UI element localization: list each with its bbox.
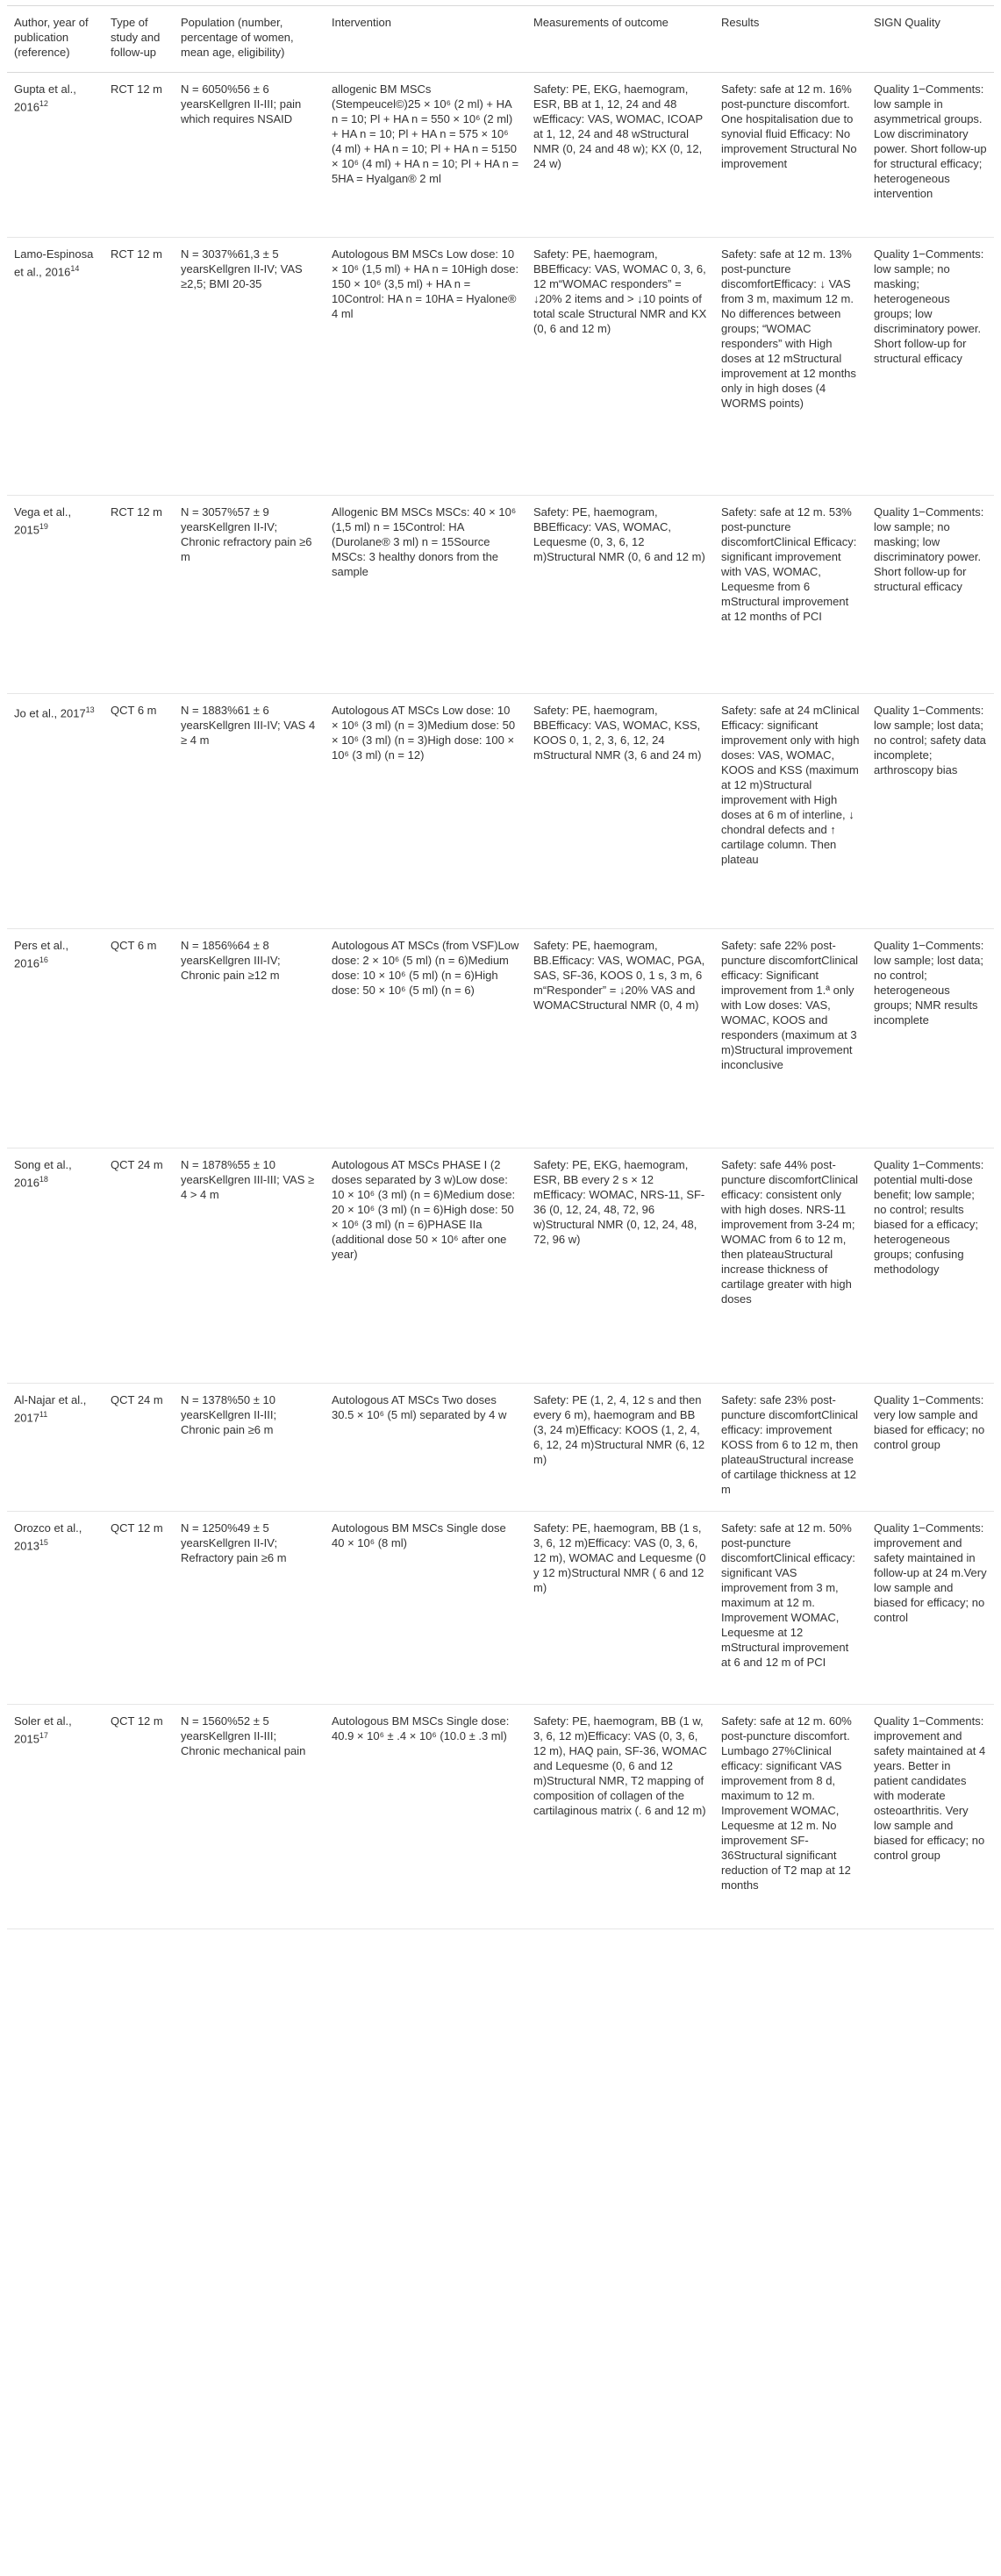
studies-table [7,5,994,1929]
header-results: Results [721,16,760,29]
author-text: Lamo-Espinosa et al., 2016 [14,247,94,279]
cell-intervention: Autologous AT MSCs PHASE I (2 doses separated by 3 w)Low dose: 10 × 10⁶ (3 ml) (n = 6)Medium dose: 20 × 10⁶ (3 ml) (n = 6)High dose: 50 × 10⁶ (3 ml) (n = 6)PHASE IIa (additional dose 50 × 10⁶ after one year) [332,1158,516,1261]
header-author: Author, year of publication (reference) [14,16,89,59]
header-type: Type of study and follow-up [111,16,161,59]
cell-author [7,1148,104,1384]
reference-link[interactable]: 11 [39,1410,48,1419]
cell-quality: Quality 1−Comments: very low sample and biased for efficacy; no control group [874,1393,985,1451]
cell-type: RCT 12 m [111,247,162,261]
reference-link[interactable]: 15 [39,1538,48,1547]
cell-population: N = 3037%61,3 ± 5 yearsKellgren II-IV; VAS ≥2,5; BMI 20-35 [181,247,303,290]
cell-author [7,1705,104,1929]
cell-quality: Quality 1−Comments: low sample in asymmetrical groups. Low discriminatory power. Short follow-up for structural efficacy; heterogeneous intervention [874,82,987,200]
table-row [7,1705,994,1929]
cell-quality: Quality 1−Comments: low sample; lost data; no control; safety data incomplete; arthroscopy bias [874,704,986,776]
cell-results: Safety: safe at 12 m. 60% post-puncture discomfort. Lumbago 27%Clinical efficacy: significant VAS improvement from 8 d, maximum to 12 m. Improvement WOMAC, Lequesme at 12 m. No improvement SF-36Structural significant reduction of T2 map at 12 months [721,1714,852,1892]
table-row [7,1512,994,1705]
cell-measurements: Safety: PE (1, 2, 4, 12 s and then every 6 m), haemogram and BB (3, 24 m)Efficacy: KOOS (1, 2, 4, 6, 12, 24 m)Structural NMR (6, 12 m) [533,1393,705,1466]
cell-type: RCT 12 m [111,82,162,96]
cell-quality: Quality 1−Comments: potential multi-dose benefit; low sample; no control; results biased for a efficacy; heterogeneous groups; confusing methodology [874,1158,984,1276]
header-population: Population (number, percentage of women, mean age, eligibility) [181,16,294,59]
reference-link[interactable]: 18 [39,1175,48,1184]
table-row [7,238,994,496]
cell-type: QCT 6 m [111,704,157,717]
header-intervention: Intervention [332,16,391,29]
cell-intervention: allogenic BM MSCs (Stempeucel©)25 × 10⁶ (2 ml) + HA n = 10; Pl + HA n = 550 × 10⁶ (2 ml) + HA n = 10; Pl + HA n = 575 × 10⁶ (4 ml) + HA n = 10; Pl + HA n = 5150 × 10⁶ (4 ml) + HA n = 10; Pl + HA n = 5HA = Hyalgan® 2 ml [332,82,519,185]
cell-results: Safety: safe at 24 mClinical Efficacy: significant improvement only with high doses: VAS, WOMAC, KOOS and KSS (maximum at 12 m)Structural improvement with High doses at 6 m of interline, ↓ chondral defects and ↑ cartilage column. Then plateau [721,704,860,866]
cell-intervention: Autologous AT MSCs Low dose: 10 × 10⁶ (3 ml) (n = 3)Medium dose: 50 × 10⁶ (3 ml) (n = 3)High dose: 100 × 10⁶ (3 ml) (n = 12) [332,704,516,762]
cell-population: N = 1878%55 ± 10 yearsKellgren III-III; VAS ≥ 4 > 4 m [181,1158,315,1201]
cell-measurements: Safety: PE, EKG, haemogram, ESR, BB at 1, 12, 24 and 48 wEfficacy: VAS, WOMAC, ICOAP at 1, 12, 24 and 48 wStructural NMR (0, 24 and 48 w); KX (0, 12, 24 w) [533,82,703,170]
table-row [7,929,994,1148]
cell-results: Safety: safe at 12 m. 50% post-puncture discomfortClinical efficacy: significant VAS improvement from 3 m, maximum at 12 m. Improvement WOMAC, Lequesme at 12 mStructural improvement at 6 and 12 m of PCI [721,1521,855,1669]
table-header [7,6,994,73]
cell-measurements: Safety: PE, haemogram, BB (1 s, 3, 6, 12 m)Efficacy: VAS (0, 3, 6, 12 m), WOMAC and Lequesme (0 y 12 m)Structural NMR ( 6 and 12 m) [533,1521,706,1594]
cell-author [7,73,104,238]
cell-intervention: Autologous BM MSCs Low dose: 10 × 10⁶ (1,5 ml) + HA n = 10High dose: 150 × 10⁶ (3,5 ml) + HA n = 10Control: HA n = 10HA = Hyalone® 4 ml [332,247,519,320]
author-text: Pers et al., 2016 [14,939,69,970]
cell-intervention: Autologous BM MSCs Single dose: 40.9 × 10⁶ ± .4 × 10⁶ (10.0 ± .3 ml) [332,1714,510,1742]
header-quality: SIGN Quality [874,16,940,29]
cell-measurements: Safety: PE, haemogram, BBEfficacy: VAS, WOMAC 0, 3, 6, 12 m“WOMAC responders” = ↓20% 2 items and > ↓10 points of total scale Structural NMR and KX (0, 6 and 12 m) [533,247,707,335]
cell-type: QCT 12 m [111,1714,163,1728]
table-row [7,1148,994,1384]
table-row [7,496,994,694]
reference-link[interactable]: 17 [39,1731,48,1740]
cell-results: Safety: safe 22% post-puncture discomfortClinical efficacy: Significant improvement from 1.ª only with Low doses: VAS, WOMAC, KOOS and responders (maximum at 3 m)Structural improvement inconclusive [721,939,859,1071]
cell-population: N = 1250%49 ± 5 yearsKellgren II-IV; Refractory pain ≥6 m [181,1521,287,1564]
reference-link[interactable]: 19 [39,522,48,531]
cell-population: N = 1560%52 ± 5 yearsKellgren II-III; Chronic mechanical pain [181,1714,306,1757]
cell-population: N = 1378%50 ± 10 yearsKellgren II-III; Chronic pain ≥6 m [181,1393,277,1436]
header-row [7,6,994,73]
cell-intervention: Autologous AT MSCs Two doses 30.5 × 10⁶ (5 ml) separated by 4 w [332,1393,507,1421]
reference-link[interactable]: 16 [39,955,48,964]
cell-population: N = 3057%57 ± 9 yearsKellgren II-IV; Chronic refractory pain ≥6 m [181,505,312,563]
cell-intervention: Autologous AT MSCs (from VSF)Low dose: 2 × 10⁶ (5 ml) (n = 6)Medium dose: 10 × 10⁶ (5 ml) (n = 6)High dose: 50 × 10⁶ (5 ml) (n = 6) [332,939,519,997]
cell-quality: Quality 1−Comments: low sample; no masking; heterogeneous groups; low discriminatory power. Short follow-up for structural efficacy [874,247,984,365]
cell-author [7,694,104,929]
cell-author [7,496,104,694]
cell-intervention: Autologous BM MSCs Single dose 40 × 10⁶ (8 ml) [332,1521,506,1549]
cell-quality: Quality 1−Comments: improvement and safety maintained at 4 years. Better in patient candidates with moderate osteoarthritis. Very low sample and biased for efficacy; no control group [874,1714,986,1862]
table-row [7,73,994,238]
cell-measurements: Safety: PE, haemogram, BB (1 w, 3, 6, 12 m)Efficacy: VAS (0, 3, 6, 12 m), HAQ pain, SF-36, WOMAC and Lequesme (0, 6 and 12 m)Structural NMR, T2 mapping of composition of collagen of the cartilaginous matrix (. 6 and 12 m) [533,1714,707,1817]
author-text: Soler et al., 2015 [14,1714,72,1746]
cell-author [7,1384,104,1512]
table-row [7,1384,994,1512]
reference-link[interactable]: 12 [39,99,48,108]
table-body [7,73,994,1929]
cell-measurements: Safety: PE, haemogram, BBEfficacy: VAS, WOMAC, Lequesme (0, 3, 6, 12 m)Structural NMR (0, 6 and 12 m) [533,505,705,563]
author-text: Al-Najar et al., 2017 [14,1393,87,1425]
cell-population: N = 1856%64 ± 8 yearsKellgren III-IV; Chronic pain ≥12 m [181,939,281,982]
cell-quality: Quality 1−Comments: low sample; lost data; no control; heterogeneous groups; NMR results incomplete [874,939,984,1027]
header-measurements: Measurements of outcome [533,16,669,29]
author-text: Song et al., 2016 [14,1158,72,1190]
reference-link[interactable]: 14 [70,264,80,273]
cell-results: Safety: safe at 12 m. 53% post-puncture discomfortClinical Efficacy: significant improvement with VAS, WOMAC, Lequesme from 6 mStructural improvement at 12 months of PCI [721,505,857,623]
cell-author [7,238,104,496]
author-text: Gupta et al., 2016 [14,82,76,114]
cell-quality: Quality 1−Comments: low sample; no masking; low discriminatory power. Short follow-up for structural efficacy [874,505,984,593]
cell-results: Safety: safe at 12 m. 16% post-puncture discomfort. One hospitalisation due to synovial fluid Efficacy: No improvement Structural No improvement [721,82,857,170]
cell-measurements: Safety: PE, EKG, haemogram, ESR, BB every 2 s × 12 mEfficacy: WOMAC, NRS-11, SF-36 (0, 12, 24, 48, 72, 96 w)Structural NMR (0, 12, 24, 48, 72, 96 w) [533,1158,705,1246]
cell-type: QCT 12 m [111,1521,163,1535]
author-text: Vega et al., 2015 [14,505,72,537]
author-text: Orozco et al., 2013 [14,1521,82,1553]
cell-measurements: Safety: PE, haemogram, BB.Efficacy: VAS, WOMAC, PGA, SAS, SF-36, KOOS 0, 1 s, 3 m, 6 m“Responder” = ↓20% VAS and WOMACStructural NMR (0, 4 m) [533,939,705,1012]
cell-population: N = 6050%56 ± 6 yearsKellgren II-III; pain which requires NSAID [181,82,302,125]
table-row [7,694,994,929]
cell-author [7,1512,104,1705]
cell-population: N = 1883%61 ± 6 yearsKellgren III-IV; VAS 4 ≥ 4 m [181,704,316,747]
cell-type: QCT 6 m [111,939,157,952]
cell-type: QCT 24 m [111,1393,163,1406]
cell-intervention: Allogenic BM MSCs MSCs: 40 × 10⁶ (1,5 ml) n = 15Control: HA (Durolane® 3 ml) n = 15Source MSCs: 3 healthy donors from the sample [332,505,517,578]
cell-author [7,929,104,1148]
reference-link[interactable]: 13 [85,705,95,714]
cell-type: QCT 24 m [111,1158,163,1171]
author-text: Jo et al., 2017 [14,706,86,720]
cell-quality: Quality 1−Comments: improvement and safety maintained in follow-up at 24 m.Very low sample and biased for efficacy; no control [874,1521,987,1624]
cell-results: Safety: safe 44% post-puncture discomfortClinical efficacy: consistent only with high doses. NRS-11 improvement from 3-24 m; WOMAC from 6 to 12 m, then plateauStructural increase thickness of cartilage greater with high doses [721,1158,859,1306]
cell-results: Safety: safe 23% post-puncture discomfortClinical efficacy: improvement KOSS from 6 to 12 m, then plateauStructural increase of cartilage thickness at 12 m [721,1393,859,1496]
cell-results: Safety: safe at 12 m. 13% post-puncture discomfortEfficacy: ↓ VAS from 3 m, maximum 12 m. No differences between groups; “WOMAC responders” with High doses at 12 mStructural improvement at 12 months only in high doses (4 WORMS points) [721,247,856,410]
cell-type: RCT 12 m [111,505,162,519]
cell-measurements: Safety: PE, haemogram, BBEfficacy: VAS, WOMAC, KSS, KOOS 0, 1, 2, 3, 6, 12, 24 mStructural NMR (3, 6 and 24 m) [533,704,702,762]
